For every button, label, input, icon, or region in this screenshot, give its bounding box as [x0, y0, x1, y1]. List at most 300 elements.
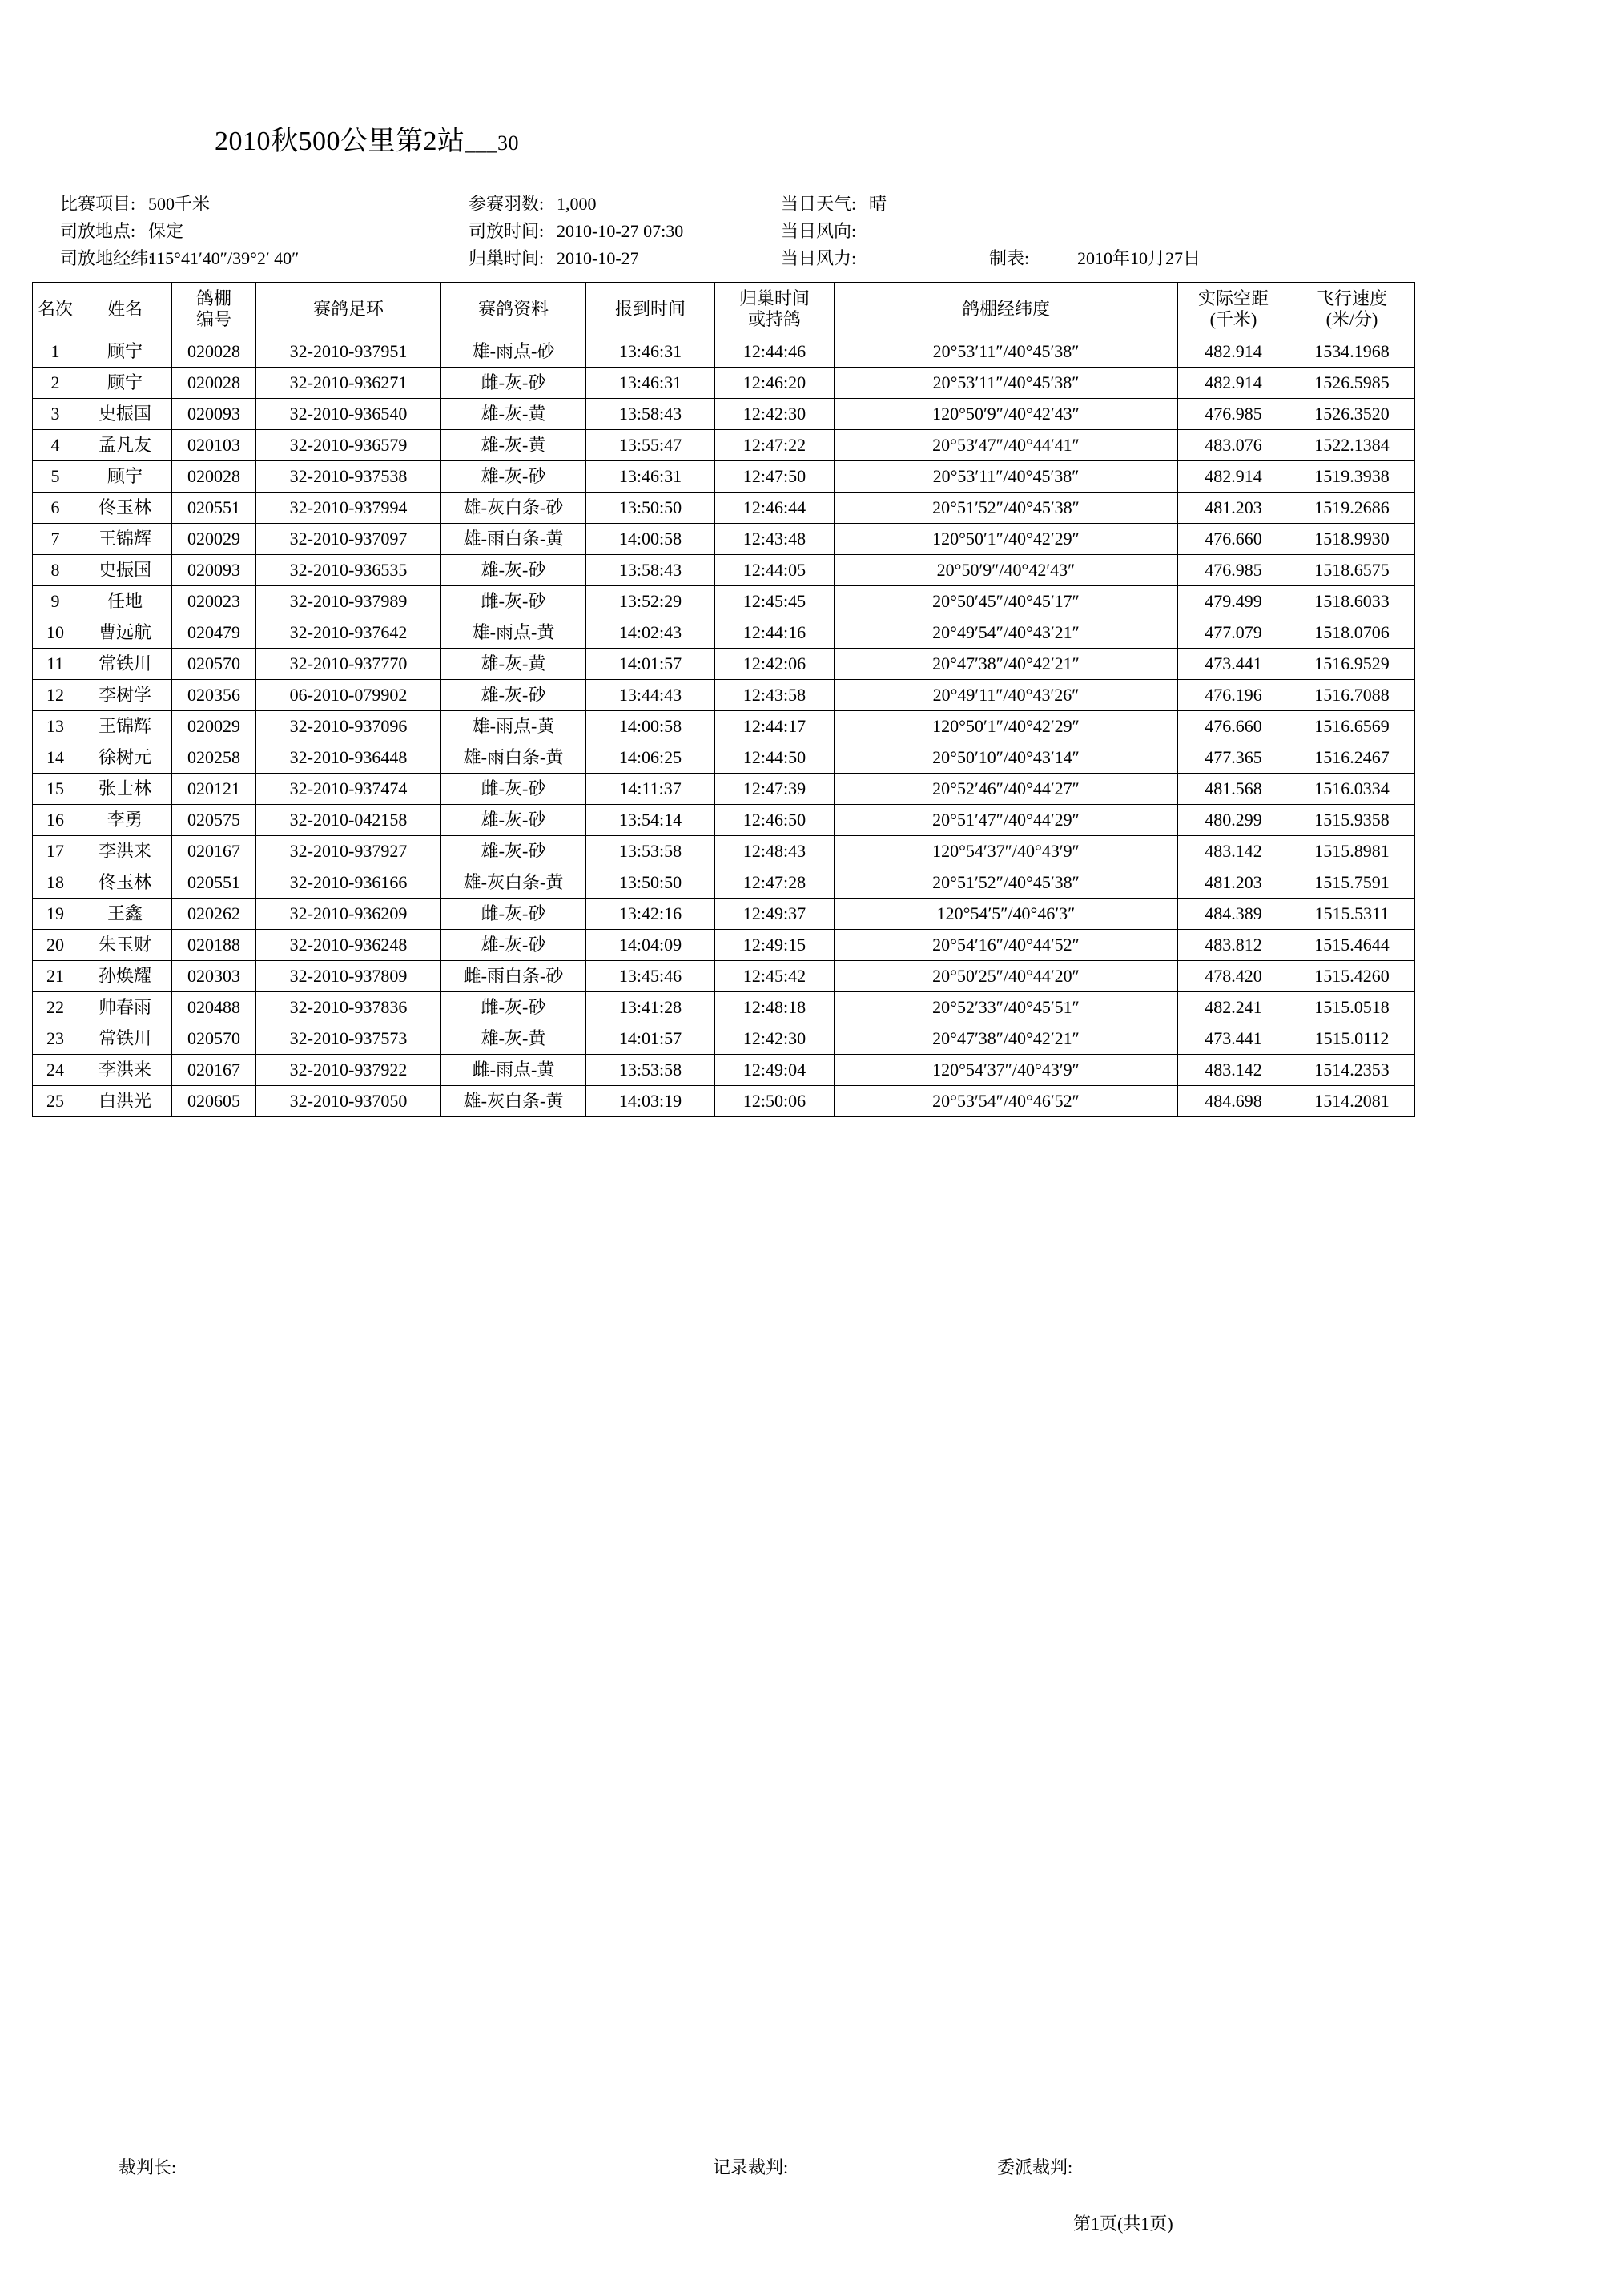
cell-info: 雄-灰-砂 — [441, 805, 586, 836]
results-table — [32, 282, 1415, 1117]
cell-rank: 17 — [33, 836, 78, 867]
cell-coordinates: 20°47′38″/40°42′21″ — [835, 649, 1178, 680]
cell-speed: 1514.2353 — [1289, 1055, 1415, 1086]
cell-arrive-time: 13:44:43 — [586, 680, 715, 711]
cell-ring: 32-2010-937994 — [256, 493, 441, 524]
cell-ring: 32-2010-937096 — [256, 711, 441, 742]
cell-distance: 477.365 — [1178, 742, 1289, 774]
table-row — [33, 961, 1415, 992]
cell-loft: 020023 — [172, 586, 256, 617]
cell-name: 顾宁 — [78, 461, 172, 493]
cell-home-time: 12:48:43 — [715, 836, 835, 867]
cell-info: 雄-灰-砂 — [441, 930, 586, 961]
cell-loft: 020028 — [172, 461, 256, 493]
cell-ring: 32-2010-937642 — [256, 617, 441, 649]
cell-arrive-time: 13:53:58 — [586, 836, 715, 867]
cell-loft: 020551 — [172, 493, 256, 524]
meta-label-entries: 参赛羽数: — [469, 194, 545, 214]
cell-name: 佟玉林 — [78, 867, 172, 899]
cell-distance: 477.079 — [1178, 617, 1289, 649]
cell-rank: 18 — [33, 867, 78, 899]
cell-info: 雄-雨点-黄 — [441, 711, 586, 742]
cell-rank: 4 — [33, 430, 78, 461]
cell-home-time: 12:46:50 — [715, 805, 835, 836]
cell-name: 李树学 — [78, 680, 172, 711]
cell-home-time: 12:49:04 — [715, 1055, 835, 1086]
cell-distance: 481.203 — [1178, 867, 1289, 899]
cell-ring: 32-2010-936166 — [256, 867, 441, 899]
table-row — [33, 493, 1415, 524]
cell-rank: 10 — [33, 617, 78, 649]
cell-speed: 1518.0706 — [1289, 617, 1415, 649]
cell-distance: 483.812 — [1178, 930, 1289, 961]
cell-loft: 020551 — [172, 867, 256, 899]
cell-ring: 06-2010-079902 — [256, 680, 441, 711]
cell-arrive-time: 13:54:14 — [586, 805, 715, 836]
cell-speed: 1516.2467 — [1289, 742, 1415, 774]
cell-name: 佟玉林 — [78, 493, 172, 524]
table-row — [33, 930, 1415, 961]
cell-arrive-time: 14:00:58 — [586, 711, 715, 742]
cell-rank: 21 — [33, 961, 78, 992]
cell-name: 任地 — [78, 586, 172, 617]
cell-distance: 482.914 — [1178, 336, 1289, 368]
cell-arrive-time: 13:50:50 — [586, 493, 715, 524]
header-arrive-time: 报到时间 — [586, 283, 715, 336]
cell-distance: 484.389 — [1178, 899, 1289, 930]
header-home-line2: 或持鸽 — [747, 309, 801, 329]
cell-rank: 24 — [33, 1055, 78, 1086]
meta-row-1 — [60, 191, 1261, 218]
cell-distance: 481.203 — [1178, 493, 1289, 524]
cell-rank: 7 — [33, 524, 78, 555]
cell-info: 雄-灰白条-黄 — [441, 1086, 586, 1117]
cell-info: 雄-灰白条-砂 — [441, 493, 586, 524]
cell-info: 雄-灰白条-黄 — [441, 867, 586, 899]
cell-home-time: 12:47:39 — [715, 774, 835, 805]
cell-coordinates: 120°54′5″/40°46′3″ — [835, 899, 1178, 930]
cell-arrive-time: 13:42:16 — [586, 899, 715, 930]
cell-distance: 484.698 — [1178, 1086, 1289, 1117]
table-row — [33, 524, 1415, 555]
cell-arrive-time: 13:58:43 — [586, 555, 715, 586]
cell-name: 徐树元 — [78, 742, 172, 774]
cell-info: 雌-灰-砂 — [441, 899, 586, 930]
cell-home-time: 12:44:46 — [715, 336, 835, 368]
header-loft — [172, 283, 256, 336]
cell-home-time: 12:47:22 — [715, 430, 835, 461]
meta-value-prepared: 2010年10月27日 — [1077, 248, 1201, 268]
cell-home-time: 12:46:44 — [715, 493, 835, 524]
cell-home-time: 12:47:28 — [715, 867, 835, 899]
cell-arrive-time: 14:01:57 — [586, 649, 715, 680]
header-distance-line2: (千米) — [1209, 309, 1257, 329]
cell-loft: 020262 — [172, 899, 256, 930]
cell-coordinates: 120°50′1″/40°42′29″ — [835, 711, 1178, 742]
cell-distance: 476.660 — [1178, 711, 1289, 742]
page-title-main: 2010秋500公里第2站 — [215, 127, 465, 156]
cell-ring: 32-2010-937922 — [256, 1055, 441, 1086]
cell-arrive-time: 14:06:25 — [586, 742, 715, 774]
cell-rank: 2 — [33, 368, 78, 399]
meta-value-entries: 1,000 — [557, 194, 597, 214]
table-row — [33, 805, 1415, 836]
header-speed-line1: 飞行速度 — [1316, 288, 1387, 309]
table-row — [33, 742, 1415, 774]
cell-loft: 020570 — [172, 649, 256, 680]
table-row — [33, 649, 1415, 680]
cell-loft: 020575 — [172, 805, 256, 836]
header-ring: 赛鸽足环 — [256, 283, 441, 336]
cell-rank: 19 — [33, 899, 78, 930]
cell-speed: 1515.9358 — [1289, 805, 1415, 836]
cell-distance: 476.660 — [1178, 524, 1289, 555]
meta-label-release-coord: 司放地经纬: — [60, 248, 154, 268]
cell-info: 雄-灰-黄 — [441, 649, 586, 680]
cell-loft: 020028 — [172, 336, 256, 368]
cell-speed: 1518.6033 — [1289, 586, 1415, 617]
table-row — [33, 430, 1415, 461]
cell-distance: 482.914 — [1178, 368, 1289, 399]
cell-speed: 1515.0112 — [1289, 1023, 1415, 1055]
cell-distance: 476.196 — [1178, 680, 1289, 711]
cell-home-time: 12:43:48 — [715, 524, 835, 555]
cell-speed: 1515.7591 — [1289, 867, 1415, 899]
cell-speed: 1516.9529 — [1289, 649, 1415, 680]
table-row — [33, 992, 1415, 1023]
cell-rank: 15 — [33, 774, 78, 805]
cell-home-time: 12:50:06 — [715, 1086, 835, 1117]
cell-home-time: 12:48:18 — [715, 992, 835, 1023]
cell-loft: 020093 — [172, 399, 256, 430]
cell-speed: 1519.2686 — [1289, 493, 1415, 524]
footer-judge-record: 记录裁判: — [713, 2157, 789, 2177]
cell-home-time: 12:49:15 — [715, 930, 835, 961]
cell-distance: 482.914 — [1178, 461, 1289, 493]
cell-info: 雄-雨白条-黄 — [441, 524, 586, 555]
cell-rank: 9 — [33, 586, 78, 617]
table-row — [33, 336, 1415, 368]
table-row — [33, 836, 1415, 867]
cell-ring: 32-2010-936209 — [256, 899, 441, 930]
meta-label-prepared: 制表: — [989, 248, 1030, 268]
cell-info: 雄-灰-黄 — [441, 1023, 586, 1055]
cell-name: 李洪来 — [78, 836, 172, 867]
cell-name: 孟凡友 — [78, 430, 172, 461]
cell-ring: 32-2010-936448 — [256, 742, 441, 774]
table-row — [33, 899, 1415, 930]
cell-coordinates: 20°50′25″/40°44′20″ — [835, 961, 1178, 992]
cell-distance: 482.241 — [1178, 992, 1289, 1023]
cell-coordinates: 20°53′11″/40°45′38″ — [835, 368, 1178, 399]
cell-distance: 483.076 — [1178, 430, 1289, 461]
table-row — [33, 680, 1415, 711]
cell-loft: 020121 — [172, 774, 256, 805]
cell-rank: 1 — [33, 336, 78, 368]
cell-distance: 483.142 — [1178, 1055, 1289, 1086]
cell-home-time: 12:42:06 — [715, 649, 835, 680]
cell-arrive-time: 14:00:58 — [586, 524, 715, 555]
cell-rank: 23 — [33, 1023, 78, 1055]
meta-label-wind-force: 当日风力: — [781, 248, 857, 268]
cell-home-time: 12:49:37 — [715, 899, 835, 930]
cell-ring: 32-2010-937927 — [256, 836, 441, 867]
cell-distance: 476.985 — [1178, 555, 1289, 586]
cell-loft: 020258 — [172, 742, 256, 774]
cell-speed: 1515.5311 — [1289, 899, 1415, 930]
header-loft-line2: 编号 — [195, 309, 231, 329]
meta-value-release-place: 保定 — [148, 221, 184, 241]
cell-ring: 32-2010-937989 — [256, 586, 441, 617]
cell-loft: 020488 — [172, 992, 256, 1023]
cell-coordinates: 20°50′10″/40°43′14″ — [835, 742, 1178, 774]
cell-ring: 32-2010-936271 — [256, 368, 441, 399]
cell-loft: 020167 — [172, 1055, 256, 1086]
table-row — [33, 711, 1415, 742]
cell-speed: 1522.1384 — [1289, 430, 1415, 461]
cell-distance: 473.441 — [1178, 649, 1289, 680]
cell-ring: 32-2010-937097 — [256, 524, 441, 555]
cell-name: 曹远航 — [78, 617, 172, 649]
cell-coordinates: 20°50′9″/40°42′43″ — [835, 555, 1178, 586]
header-info: 赛鸽资料 — [441, 283, 586, 336]
cell-coordinates: 20°53′11″/40°45′38″ — [835, 336, 1178, 368]
cell-distance: 479.499 — [1178, 586, 1289, 617]
cell-ring: 32-2010-937050 — [256, 1086, 441, 1117]
cell-loft: 020188 — [172, 930, 256, 961]
cell-home-time: 12:43:58 — [715, 680, 835, 711]
cell-name: 孙焕耀 — [78, 961, 172, 992]
cell-rank: 12 — [33, 680, 78, 711]
cell-info: 雌-雨点-黄 — [441, 1055, 586, 1086]
cell-name: 王锦辉 — [78, 524, 172, 555]
table-row — [33, 1086, 1415, 1117]
cell-coordinates: 120°54′37″/40°43′9″ — [835, 836, 1178, 867]
cell-home-time: 12:46:20 — [715, 368, 835, 399]
cell-speed: 1526.5985 — [1289, 368, 1415, 399]
cell-home-time: 12:44:05 — [715, 555, 835, 586]
page-title-suffix: ___30 — [465, 131, 519, 155]
cell-name: 常铁川 — [78, 1023, 172, 1055]
cell-name: 顾宁 — [78, 368, 172, 399]
cell-loft: 020028 — [172, 368, 256, 399]
cell-arrive-time: 13:53:58 — [586, 1055, 715, 1086]
cell-distance: 483.142 — [1178, 836, 1289, 867]
cell-loft: 020479 — [172, 617, 256, 649]
cell-arrive-time: 14:03:19 — [586, 1086, 715, 1117]
cell-rank: 5 — [33, 461, 78, 493]
cell-speed: 1515.8981 — [1289, 836, 1415, 867]
cell-coordinates: 20°53′11″/40°45′38″ — [835, 461, 1178, 493]
cell-home-time: 12:42:30 — [715, 399, 835, 430]
cell-distance: 473.441 — [1178, 1023, 1289, 1055]
cell-loft: 020303 — [172, 961, 256, 992]
cell-name: 王鑫 — [78, 899, 172, 930]
cell-ring: 32-2010-042158 — [256, 805, 441, 836]
cell-info: 雄-灰-砂 — [441, 555, 586, 586]
meta-value-home-date: 2010-10-27 — [557, 248, 639, 268]
cell-ring: 32-2010-937474 — [256, 774, 441, 805]
cell-coordinates: 20°53′54″/40°46′52″ — [835, 1086, 1178, 1117]
cell-arrive-time: 13:46:31 — [586, 461, 715, 493]
cell-arrive-time: 13:45:46 — [586, 961, 715, 992]
cell-speed: 1526.3520 — [1289, 399, 1415, 430]
cell-info: 雌-灰-砂 — [441, 992, 586, 1023]
table-row — [33, 1023, 1415, 1055]
cell-loft: 020570 — [172, 1023, 256, 1055]
cell-ring: 32-2010-936248 — [256, 930, 441, 961]
page-title — [215, 119, 519, 158]
cell-arrive-time: 13:46:31 — [586, 336, 715, 368]
cell-rank: 25 — [33, 1086, 78, 1117]
cell-coordinates: 20°52′33″/40°45′51″ — [835, 992, 1178, 1023]
header-home-line1: 归巢时间 — [738, 288, 810, 309]
meta-value-event: 500千米 — [148, 194, 211, 214]
cell-coordinates: 120°54′37″/40°43′9″ — [835, 1055, 1178, 1086]
cell-arrive-time: 13:55:47 — [586, 430, 715, 461]
cell-arrive-time: 13:46:31 — [586, 368, 715, 399]
cell-home-time: 12:44:17 — [715, 711, 835, 742]
cell-coordinates: 120°50′9″/40°42′43″ — [835, 399, 1178, 430]
cell-name: 白洪光 — [78, 1086, 172, 1117]
header-distance-line1: 实际空距 — [1197, 288, 1269, 309]
table-row — [33, 555, 1415, 586]
meta-label-release-place: 司放地点: — [60, 221, 136, 241]
cell-loft: 020103 — [172, 430, 256, 461]
cell-name: 史振国 — [78, 555, 172, 586]
table-header-row — [33, 283, 1415, 336]
cell-speed: 1515.0518 — [1289, 992, 1415, 1023]
meta-label-wind-direction: 当日风向: — [781, 221, 857, 241]
cell-coordinates: 20°51′52″/40°45′38″ — [835, 867, 1178, 899]
meta-label-event: 比赛项目: — [60, 194, 136, 214]
cell-info: 雄-雨点-砂 — [441, 336, 586, 368]
page-number: 第1页(共1页) — [1073, 2214, 1173, 2234]
table-row — [33, 617, 1415, 649]
cell-home-time: 12:42:30 — [715, 1023, 835, 1055]
meta-value-weather: 晴 — [869, 194, 887, 214]
table-row — [33, 867, 1415, 899]
cell-distance: 480.299 — [1178, 805, 1289, 836]
cell-loft: 020093 — [172, 555, 256, 586]
cell-arrive-time: 13:50:50 — [586, 867, 715, 899]
cell-coordinates: 20°51′52″/40°45′38″ — [835, 493, 1178, 524]
cell-home-time: 12:45:42 — [715, 961, 835, 992]
cell-ring: 32-2010-936579 — [256, 430, 441, 461]
cell-name: 史振国 — [78, 399, 172, 430]
cell-speed: 1515.4260 — [1289, 961, 1415, 992]
cell-ring: 32-2010-937836 — [256, 992, 441, 1023]
cell-distance: 478.420 — [1178, 961, 1289, 992]
cell-ring: 32-2010-936540 — [256, 399, 441, 430]
cell-speed: 1515.4644 — [1289, 930, 1415, 961]
cell-coordinates: 20°49′54″/40°43′21″ — [835, 617, 1178, 649]
header-speed — [1289, 283, 1415, 336]
footer-judge-assign: 委派裁判: — [997, 2157, 1073, 2177]
cell-arrive-time: 14:04:09 — [586, 930, 715, 961]
cell-ring: 32-2010-937573 — [256, 1023, 441, 1055]
meta-label-release-time: 司放时间: — [469, 221, 545, 241]
table-row — [33, 774, 1415, 805]
cell-rank: 3 — [33, 399, 78, 430]
cell-name: 李勇 — [78, 805, 172, 836]
cell-info: 雄-灰-黄 — [441, 399, 586, 430]
header-home-time — [715, 283, 835, 336]
meta-label-home-date: 归巢时间: — [469, 248, 545, 268]
cell-home-time: 12:44:16 — [715, 617, 835, 649]
race-meta — [60, 191, 1261, 272]
cell-rank: 16 — [33, 805, 78, 836]
cell-rank: 8 — [33, 555, 78, 586]
table-row — [33, 461, 1415, 493]
cell-speed: 1518.9930 — [1289, 524, 1415, 555]
cell-info: 雌-雨白条-砂 — [441, 961, 586, 992]
meta-row-2 — [60, 218, 1261, 245]
results-table-body — [33, 336, 1415, 1117]
meta-label-weather: 当日天气: — [781, 194, 857, 214]
cell-ring: 32-2010-937770 — [256, 649, 441, 680]
cell-coordinates: 120°50′1″/40°42′29″ — [835, 524, 1178, 555]
cell-name: 顾宁 — [78, 336, 172, 368]
table-row — [33, 368, 1415, 399]
cell-speed: 1514.2081 — [1289, 1086, 1415, 1117]
header-rank: 名次 — [33, 283, 78, 336]
cell-name: 常铁川 — [78, 649, 172, 680]
header-name: 姓名 — [78, 283, 172, 336]
cell-home-time: 12:47:50 — [715, 461, 835, 493]
cell-info: 雄-灰-砂 — [441, 836, 586, 867]
cell-distance: 481.568 — [1178, 774, 1289, 805]
cell-distance: 476.985 — [1178, 399, 1289, 430]
cell-arrive-time: 14:01:57 — [586, 1023, 715, 1055]
cell-name: 王锦辉 — [78, 711, 172, 742]
cell-arrive-time: 14:02:43 — [586, 617, 715, 649]
cell-home-time: 12:45:45 — [715, 586, 835, 617]
cell-info: 雄-雨白条-黄 — [441, 742, 586, 774]
cell-coordinates: 20°47′38″/40°42′21″ — [835, 1023, 1178, 1055]
cell-loft: 020356 — [172, 680, 256, 711]
header-distance — [1178, 283, 1289, 336]
cell-info: 雄-灰-黄 — [441, 430, 586, 461]
header-speed-line2: (米/分) — [1325, 309, 1378, 329]
cell-coordinates: 20°51′47″/40°44′29″ — [835, 805, 1178, 836]
cell-loft: 020029 — [172, 524, 256, 555]
cell-home-time: 12:44:50 — [715, 742, 835, 774]
meta-row-3 — [60, 245, 1261, 272]
cell-ring: 32-2010-936535 — [256, 555, 441, 586]
cell-rank: 11 — [33, 649, 78, 680]
cell-info: 雌-灰-砂 — [441, 774, 586, 805]
cell-ring: 32-2010-937538 — [256, 461, 441, 493]
cell-loft: 020167 — [172, 836, 256, 867]
cell-rank: 13 — [33, 711, 78, 742]
cell-name: 李洪来 — [78, 1055, 172, 1086]
cell-name: 张士林 — [78, 774, 172, 805]
cell-arrive-time: 14:11:37 — [586, 774, 715, 805]
cell-loft: 020605 — [172, 1086, 256, 1117]
cell-info: 雌-灰-砂 — [441, 368, 586, 399]
cell-coordinates: 20°54′16″/40°44′52″ — [835, 930, 1178, 961]
header-loft-line1: 鸽棚 — [195, 288, 231, 309]
footer-judge-chief: 裁判长: — [119, 2157, 177, 2177]
cell-speed: 1519.3938 — [1289, 461, 1415, 493]
cell-rank: 6 — [33, 493, 78, 524]
table-row — [33, 586, 1415, 617]
cell-speed: 1516.6569 — [1289, 711, 1415, 742]
results-table-head — [33, 283, 1415, 336]
cell-arrive-time: 13:52:29 — [586, 586, 715, 617]
cell-info: 雄-雨点-黄 — [441, 617, 586, 649]
